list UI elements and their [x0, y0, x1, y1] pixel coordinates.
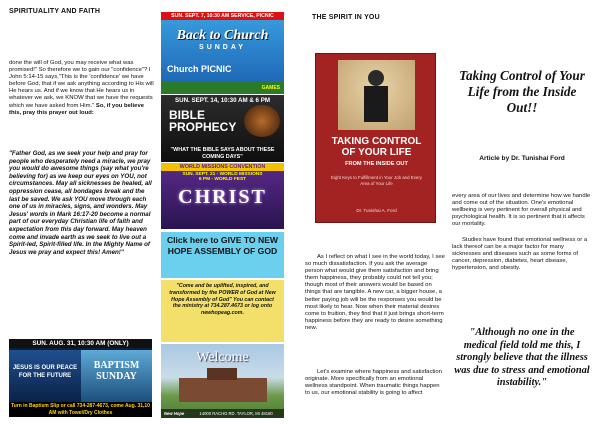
baptism-sunday-ad[interactable]	[9, 339, 152, 417]
baptism-ad-right-panel	[81, 350, 152, 402]
church-picnic-label: Church PICNIC	[167, 64, 232, 74]
give-to-new-hope-link[interactable]: Click here to GIVE TO NEW HOPE ASSEMBLY OF GOD	[161, 232, 284, 278]
bible-prophecy-ad[interactable]	[161, 95, 284, 162]
baptism-ad-right-text: BAPTISM SUNDAY	[93, 360, 140, 382]
prophecy-graphic	[244, 105, 280, 137]
article-body-column3: As I reflect on what I see in the world today, I see so much dissatisfaction. If you ask the average person what would give them satisfaction and bring them happiness, they probably could not tell you; though most of their answers would be based on things that are tangible. A new car, a bigger house, a better paying job will be the responses you would be most likely to hear. Now when their material desires come to fruition, they find that it just brings short-term happiness before they are ready to desire something new.	[305, 254, 445, 331]
church-photo-name: New Hope	[164, 411, 185, 416]
book-cover-illustration	[338, 60, 415, 130]
puppet-figure-body	[364, 86, 388, 122]
book-title-line1: TAKING CONTROL	[331, 136, 422, 147]
prayer-text: "Father God, as we seek your help and pray for people who desperately need a miracle, we pray you would do awesome things (say what you're believing for) as we keep our eyes on YOU, not circumstances. May all sicknesses be healed, all oppression cease, all bondages break and the last be saved. We ask YOU move through each one of us in miracles, signs, and wonders. May Jesus' words in Mark 16:17-20 become a normal part of our everyday Christian life of faith and expectation from this day forward. May heaven come and invade earth as we seek to live out a Spirit-led, Spirit-filled life. In the Mighty Name of Jesus we pray and expect this! Amen!"	[9, 150, 152, 256]
church-building	[179, 378, 267, 402]
book-title	[316, 136, 436, 158]
baptism-ad-footer: Turn in Baptism Slip or call 734-287-4673, come Aug. 31,10 AM with Towel/Dry Clothes	[9, 402, 152, 417]
baptism-ad-date: SUN. AUG. 31, 10:30 AM (ONLY)	[9, 339, 152, 348]
section-heading-spirit: THE SPIRIT IN YOU	[312, 14, 380, 21]
back-to-church-ad[interactable]	[161, 12, 284, 94]
picnic-games-banner: GAMES	[161, 82, 284, 94]
church-roof	[207, 368, 237, 380]
book-tagline: Eight Keys to Fulfillment in Your Job and Every Area of Your Life	[330, 175, 423, 186]
ministry-invitation: "Come and be uplifted, inspired, and transformed by the POWER of God at New Hope Assembly of God" You can contact the ministry at 734.287.4673 or log onto newhopeag.com.	[161, 280, 284, 342]
faith-paragraph-bold: So, if you believe this, pray this prayer out loud:	[9, 102, 145, 116]
welcome-title: Welcome	[196, 350, 249, 365]
bible-prophecy-title-line2: PROPHECY	[169, 120, 237, 134]
bible-prophecy-date: SUN. SEPT. 14, 10:30 AM & 6 PM	[174, 97, 271, 104]
book-cover	[315, 53, 436, 223]
world-fest-time: 6 PM - WORLD FEST	[198, 177, 247, 182]
world-missions-date: SUN. SEPT. 21 - WORLD MISSIONS	[182, 172, 263, 177]
faith-paragraph-text: done the will of God, you may receive what was promised!" So therefore we to gain our "confidence"? I John 5:14-15 says,"This is the 'confidence' we have before God, that if we ask anything according to His will He hears us. And if we know that He hears us in whatever we ask, we KNOW that we have the requests which we have asked from Him."	[9, 60, 154, 109]
article-paragraph-2: Studies have found that emotional wellness or a lack thereof can be a major factor for many sicknesses and diseases such as some forms of cancer, depression, diabetes, heart disease, hypertension, and obesity.	[452, 237, 588, 272]
book-subtitle: FROM THE INSIDE OUT	[345, 161, 408, 167]
bible-prophecy-title-line1: BIBLE	[169, 108, 205, 122]
article-title: Taking Control of Your Life from the Inside Out!!	[459, 68, 585, 115]
church-photo-footer	[161, 409, 284, 418]
back-to-church-date: SUN. SEPT. 7, 10:30 AM SERVICE, PICNIC	[161, 12, 284, 20]
baptism-ad-left-text: JESUS IS OUR PEACE FOR THE FUTURE	[12, 365, 78, 379]
church-welcome-photo	[161, 344, 284, 418]
back-to-church-sunday: SUNDAY	[199, 44, 246, 51]
back-to-church-title: Back to Church	[176, 28, 269, 43]
pull-quote: "Although no one in the medical field told me this, I strongly believe that the illness was due to stress and emotional instability."	[454, 327, 590, 389]
article-body-column3-continued: Let's examine where happiness and satisfaction originate. More specifically from an emotional wellness standpoint. When traumatic things happen to us, our emotional stability is going to affect	[305, 369, 442, 397]
puppet-figure-head	[368, 70, 384, 86]
baptism-ad-left-panel	[9, 350, 81, 402]
book-title-line2: OF YOUR LIFE	[341, 147, 412, 158]
section-heading-spirituality: SPIRITUALITY AND FAITH	[9, 8, 101, 15]
book-author: Dr. Tunishai A. Ford	[356, 208, 397, 213]
article-paragraph-1: every area of our lives and determine how we handle and come out of the situation. One's emotional wellbeing is very pertinent for overall physical and psychological health. It is so pertinent that it affects our mortality.	[452, 193, 591, 228]
article-byline: Article by Dr. Tunishai Ford	[479, 155, 565, 162]
faith-paragraph	[9, 60, 155, 117]
bible-prophecy-title	[169, 109, 236, 133]
world-missions-ad[interactable]	[161, 163, 284, 229]
world-missions-header: WORLD MISSIONS CONVENTION	[161, 163, 284, 171]
bible-prophecy-caption: "WHAT THE BIBLE SAYS ABOUT THESE COMING DAYS"	[170, 147, 275, 160]
church-photo-address: 14000 RACHO RD. TAYLOR, MI 48180	[199, 411, 273, 416]
world-missions-title: CHRIST	[178, 186, 267, 208]
